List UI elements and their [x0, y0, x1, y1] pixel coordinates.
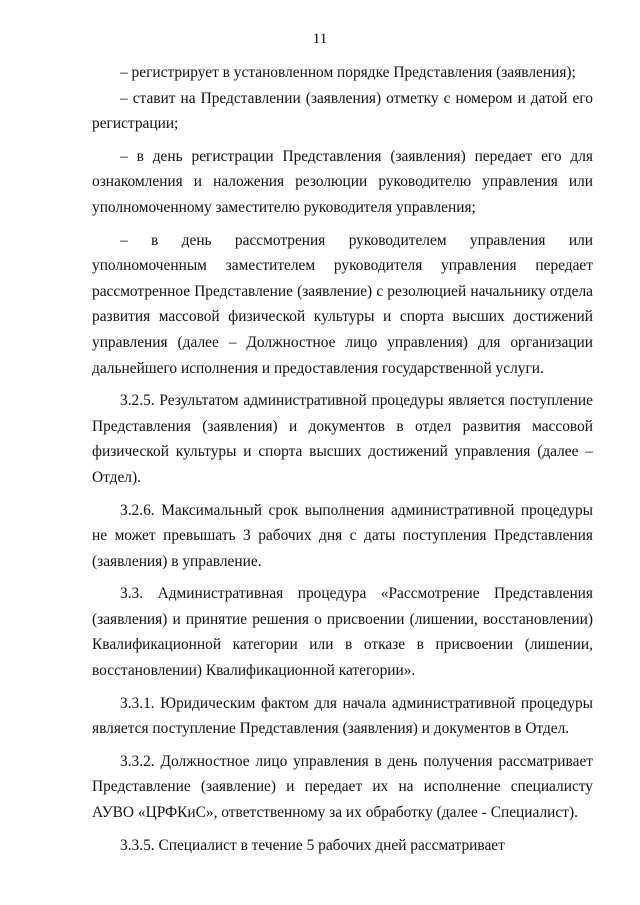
paragraph-register-submissions: – регистрирует в установленном порядке Представления (заявления); [120, 64, 576, 81]
document-body [92, 60, 593, 865]
paragraph-3-3-1: 3.3.1. Юридическим фактом для начала административной процедуры является поступление Представления (заявления) и документов в Отдел. [92, 694, 593, 738]
paragraph-mark-registration: – ставит на Представлении (заявления) отметку с номером и датой его регистрации; [92, 89, 593, 133]
paragraph-3-3-5: 3.3.5. Специалист в течение 5 рабочих дней рассматривает [120, 836, 505, 854]
paragraph-3-3: 3.3. Административная процедура «Рассмотрение Представления (заявления) и принятие решения о присвоении (лишении, восстановлении) Квалификационной категории или в отказе в присвоении (лишении, восстановлении) Квалификационной категории». [92, 585, 593, 680]
paragraph-3-2-6: 3.2.6. Максимальный срок выполнения административной процедуры не может превышать 3 рабочих дня с даты поступления Представления (заявления) в управление. [92, 501, 593, 570]
page-number: 11 [312, 31, 328, 47]
paragraph-3-2-5: 3.2.5. Результатом административной процедуры является поступление Представления (заявления) и документов в отдел развития массовой физической культуры и спорта высших достижений управления (далее – Отдел). [92, 392, 593, 486]
paragraph-transfer-to-department-head: – в день рассмотрения руководителем управления или уполномоченным заместителем руководителя управления передает рассмотренное Представление (заявление) с резолюцией начальнику отдела развития массовой физической культуры и спорта высших достижений управления (далее – Должностное лицо управления) для организации дальнейшего исполнения и предоставления государственной услуги. [92, 231, 593, 377]
paragraph-transfer-for-resolution: – в день регистрации Представления (заявления) передает его для ознакомления и наложения резолюции руководителю управления или уполномоченному заместителю руководителя управления; [92, 147, 593, 216]
paragraph-3-3-2: 3.3.2. Должностное лицо управления в день получения рассматривает Представление (заявление) и передает их на исполнение специалисту АУВО «ЦРФКиС», ответственному за их обработку (далее - Специалист). [92, 752, 593, 822]
